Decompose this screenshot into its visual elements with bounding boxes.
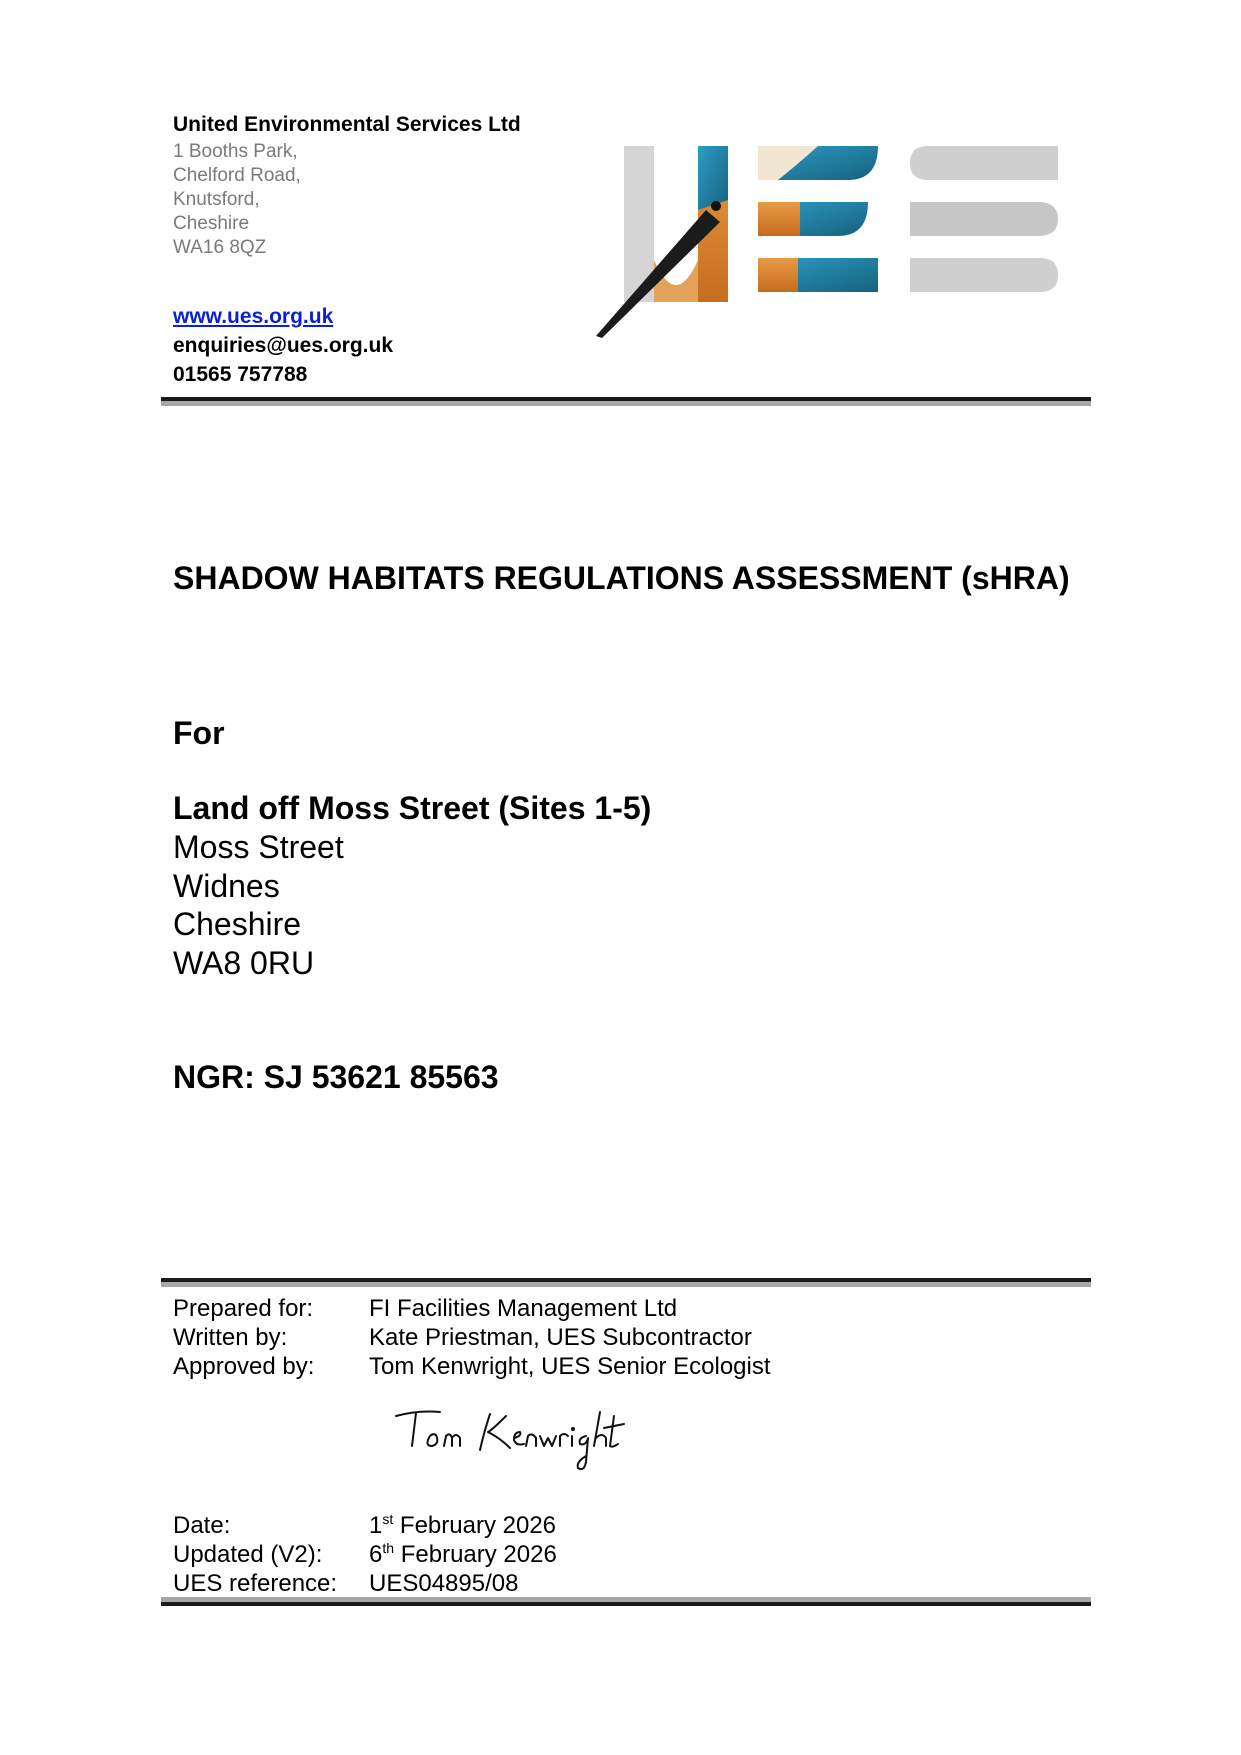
address-line: Cheshire	[173, 213, 250, 234]
approved-by-value: Tom Kenwright, UES Senior Ecologist	[369, 1353, 771, 1380]
details-bottom-rule	[161, 1597, 1091, 1606]
written-by-value: Kate Priestman, UES Subcontractor	[369, 1324, 752, 1351]
approved-by-label: Approved by:	[173, 1353, 315, 1380]
site-address-line: Cheshire	[173, 906, 302, 942]
updated-value: 6th February 2026	[369, 1540, 557, 1568]
company-phone: 01565 757788	[173, 363, 308, 386]
site-address-line: Widnes	[173, 867, 280, 904]
site-address-line: WA8 0RU	[173, 944, 315, 981]
address-line: Knutsford,	[173, 189, 260, 210]
written-by-label: Written by:	[173, 1324, 288, 1351]
address-line: Chelford Road,	[173, 165, 301, 186]
address-line: WA16 8QZ	[173, 237, 267, 258]
company-name: United Environmental Services Ltd	[173, 113, 521, 136]
site-address	[173, 828, 344, 982]
date-value: 1st February 2026	[369, 1511, 557, 1539]
address-line: 1 Booths Park,	[173, 141, 298, 162]
grid-reference: NGR: SJ 53621 85563	[173, 1059, 499, 1095]
company-email: enquiries@ues.org.uk	[173, 334, 394, 357]
header-rule	[161, 397, 1091, 406]
report-title: SHADOW HABITATS REGULATIONS ASSESSMENT (sHRA)	[173, 560, 1070, 596]
prepared-for-value: FI Facilities Management Ltd	[369, 1295, 678, 1322]
company-address	[173, 140, 301, 260]
website-link[interactable]: www.ues.org.uk	[173, 305, 334, 328]
details-top-rule	[161, 1278, 1091, 1287]
date-label: Date:	[173, 1512, 231, 1539]
signature	[388, 1402, 648, 1474]
site-name: Land off Moss Street (Sites 1-5)	[173, 790, 652, 826]
reference-value: UES04895/08	[369, 1570, 519, 1597]
updated-label: Updated (V2):	[173, 1541, 323, 1568]
ues-logo	[588, 140, 1088, 340]
site-address-line: Moss Street	[173, 829, 344, 865]
prepared-for-label: Prepared for:	[173, 1295, 314, 1322]
for-label: For	[173, 715, 225, 751]
reference-label: UES reference:	[173, 1570, 338, 1597]
